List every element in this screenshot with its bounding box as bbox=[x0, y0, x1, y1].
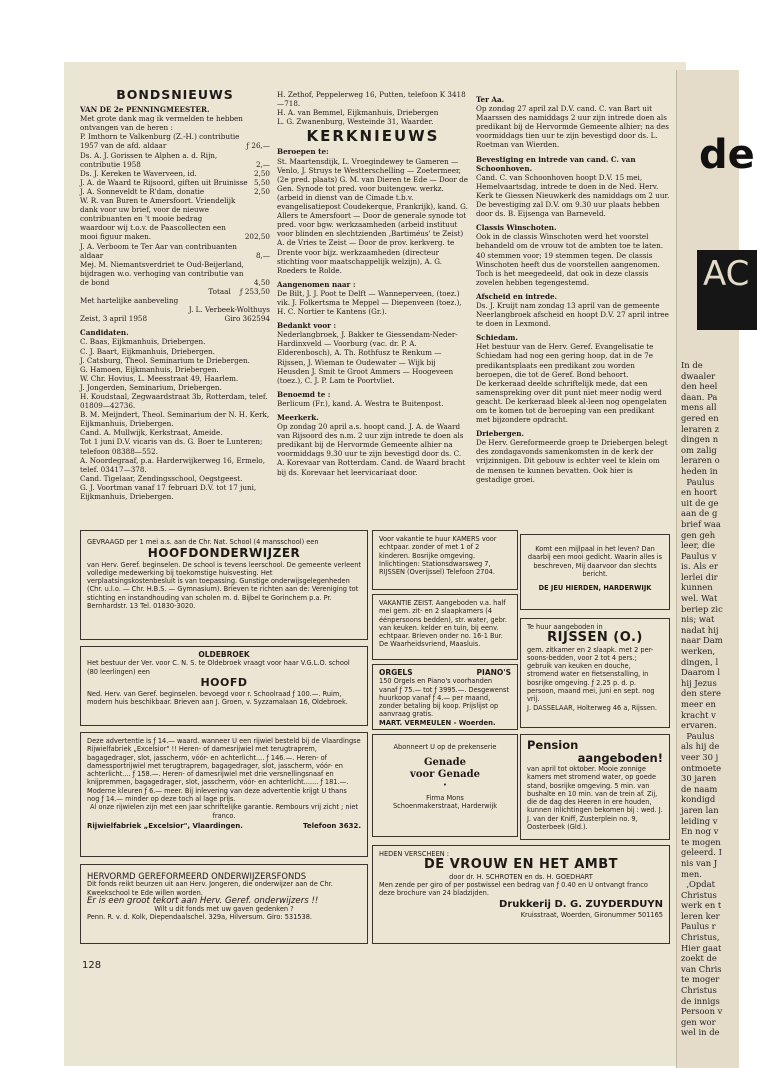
kerknieuws-section-text: Nederlangbroek, J. Bakker te Giessendam-Neder-Hardinxveld — Voorburg (vac. dr. P. A. Elderenbosch), A. Th. Rothfusz te Renkum — Rijssen, J. Wieman te Oudewater — Wijk bij Heusden J. Smit te Groot Ammers — Hoogeveen (toez.), C. J. P. Lam te Poortvliet. bbox=[277, 330, 458, 385]
kerknieuws-top-text: H. Zethof, Peppelerweg 16, Putten, telefoon K 3418—718. H. A. van Bemmel, Eijkmanhuis, Driebergen L. G. Zwanenburg, Westeinde 31, Waarder. bbox=[277, 90, 466, 127]
ad-hoofdonderwijzer-title: HOOFDONDERWIJZER bbox=[147, 546, 301, 561]
kerknieuws-section-heading: Benoemd te : bbox=[277, 389, 331, 399]
ad-rijwiel-phone: Telefoon 3632. bbox=[303, 821, 361, 830]
ad-rijwiel-footer bbox=[87, 822, 361, 830]
facing-page bbox=[676, 70, 755, 1068]
gift-text: W. R. van Buren te Amersfoort. Vriendelijk dank voor uw brief, voor de nieuwe contribuanten en 't mooie bedrag waardoor wij t.o.v. de Paascollecten een mooi figuur maken. bbox=[80, 196, 236, 242]
gift-amount: 8,— bbox=[255, 250, 270, 260]
gift-text: Mej. M. Niemantsverdriet te Oud-Beijerland, bijdragen w.o. verhoging van contributie van de bond bbox=[80, 259, 244, 287]
ad-rijssen bbox=[520, 618, 670, 728]
gift-text: P. Imthorn te Valkenburg (Z.-H.) contributie 1957 van de afd. aldaar bbox=[80, 132, 240, 151]
ad-genade-firm: Firma Mons bbox=[426, 793, 464, 802]
ad-pension bbox=[520, 734, 670, 840]
news-section-heading: Bevestiging en intrede van cand. C. van Schoonhoven. bbox=[476, 154, 636, 173]
ad-vakantie-zeist bbox=[372, 594, 518, 660]
ad-kamers bbox=[372, 530, 518, 590]
ad-rijssen-contact: J. DASSELAAR, Holterweg 46 a, Rijssen. bbox=[527, 703, 658, 712]
ad-oldebroek bbox=[80, 646, 368, 726]
ad-mijlpaal-sender: DE JEU HIERDEN, HARDERWIJK bbox=[538, 584, 652, 593]
column3-sections bbox=[476, 95, 670, 484]
ad-vrouw-authors: door dr. H. SCHROTEN en ds. H. GOEDHART bbox=[449, 872, 593, 881]
ad-fonds-address: Penn. R. v. d. Kolk, Diependaalschel. 329a, Hilversum. Giro: 531538. bbox=[87, 913, 312, 922]
ad-hoofdonderwijzer bbox=[80, 530, 368, 640]
kerknieuws-section-text: Berlicum (Fr.), kand. A. Westra te Buitenpost. bbox=[277, 398, 444, 408]
gift-amount: ƒ 26,— bbox=[246, 141, 270, 151]
ad-pension-title2: aangeboden! bbox=[577, 751, 663, 765]
ad-mijlpaal-body: Komt een mijlpaal in het leven? Dan daarbij een mooi gedicht. Waarin alles is beschreven, Mij daarvoor dan slechts bericht. bbox=[527, 545, 663, 578]
news-section-text: Het bestuur van de Herv. Geref. Evangelisatie te Schiedam had nog een gering hoop, dat in de 7e predikantsplaats een predikant zou worden beroepen, die tot de Geref. Bond behoort. De kerkeraad deelde schriftelijk mede, dat een samenspreking over dit punt niet meer nodig werd geacht. De kerkeraad bleek al-leen nog opengelaten om te komen tot de beroeping van een predikant met bijzondere opdracht. bbox=[476, 342, 667, 425]
news-section-heading: Driebergen. bbox=[476, 429, 525, 439]
facing-block: AC bbox=[697, 250, 757, 330]
total-amount: ƒ 253,50 bbox=[239, 286, 270, 296]
ad-rijssen-body: gem. zitkamer en 2 slaapk. met 2 per-soons-bedden, voor 2 tot 4 pers.; gebruik van keuken en douche, stromend water en fietsenstalling, in bosrijke omgeving. ƒ 2.25 p. d. p. persoon, maand mei, juni en sept. nog vrij. bbox=[527, 645, 655, 704]
ad-oldebroek-intro: Het bestuur der Ver. voor C. N. S. te Oldebroek vraagt voor haar V.G.L.O. school (80 leerlingen) een bbox=[87, 659, 350, 676]
kerknieuws-section-text: De Bilt, J. J. Poot te Delft — Wanneperveen, (toez.) vik. J. Folkertsma te Meppel — Diepenveen (toez.), H. C. Nortier te Kantens (Gr.). bbox=[277, 288, 462, 317]
ad-fonds-body: Dit fonds reikt beurzen uit aan Herv. Jongeren, die onderwijzer aan de Chr. Kweekschool te Ede willen worden. bbox=[87, 880, 333, 897]
giro-number: Giro 362594 bbox=[224, 314, 270, 324]
bondsnieuws-column bbox=[80, 87, 270, 502]
ad-pension-title1: Pension bbox=[527, 738, 579, 752]
ad-fonds-title: HERVORMD GEREFORMEERD ONDERWIJZERSFONDS bbox=[87, 871, 307, 881]
gift-text: Ds. J. Kereken te Waverveen, id. bbox=[80, 168, 197, 178]
ad-vrouw-lead: HEDEN VERSCHEEN : bbox=[379, 850, 449, 858]
ad-pension-body: van april tot oktober. Mooie zonnige kamers met stromend water, op goede stand, bosrijke omgeving. 5 min. van bushalte en 10 min. van de trein af. Zij, die de dag des Heeren in ere houden, kunnen inlichtingen bekomen bij : wed. J. J. van der Kniff, Zusterplein no. 9, Oosterbeek (Gld.). bbox=[527, 765, 663, 832]
ad-genade-title1: Genade bbox=[423, 757, 466, 769]
ad-oldebroek-title: HOOFD bbox=[200, 675, 248, 689]
ad-genade-address: Schoenmakerstraat, Harderwijk bbox=[392, 801, 498, 810]
gift-row bbox=[80, 169, 270, 178]
news-section-text: Op zondag 27 april zal D.V. cand. C. van Bart uit Maarssen des namiddags 2 uur zijn intrede doen als predikant bij de Hervormde Gemeente alhier; na des voormiddags tien uur te zijn bevestigd door ds. L. Roetman van Wierden. bbox=[476, 104, 669, 150]
ad-rijwiel-guarantee: Al onze rijwielen zijn met een jaar schriftelijke garantie. Rembours vrij zicht ; niet franco. bbox=[90, 803, 358, 820]
news-section-heading: Afscheid en intrede. bbox=[476, 291, 558, 301]
bondsnieuws-title: BONDSNIEUWS bbox=[116, 87, 234, 102]
penningmeester-intro: Met grote dank mag ik vermelden te hebben ontvangen van de heren : bbox=[80, 114, 243, 133]
news-section-text: Cand. C. van Schoonhoven hoopt D.V. 15 mei, Hemelvaartsdag, intrede te doen in de Ned. Herv. Kerk te Giessen Nieuwkerk des namiddags om 2 uur. De bevestiging zal D.V. om 9.30 uur plaats hebben door ds. B. Eijsenga van Barneveld. bbox=[476, 172, 670, 219]
gift-row bbox=[80, 260, 270, 287]
kerknieuws-section-heading: Bedankt voor : bbox=[277, 321, 337, 331]
kerknieuws-title: KERKNIEUWS bbox=[306, 127, 440, 146]
facing-text: In de dwaaler den heel daan. Pa mens all gered en leraren z dingen n om zalig leraren o heden in Paulus en hoort uit de ge aan de g brief waa gen geh leer, die Paulus v is. Als er lerlei dir kunnen wel. Wat beriep zic nis; wat nadat hij naar Dam werken, dingen, l Daarom l hij Jezus den stere meer en kracht v ervaren. Paulus als hij de veer 30 j ontmoete 30 jaren de naam kondigd jaren lan leiding v En nog v te mogen geleerd. I nis van J men. ‚Opdat Christus werk en t leren ker Paulus r Christus, Hier gaat zoekt de van Chris te moger Christus de innigs Persoon v gen wor wel in de bbox=[681, 360, 723, 1038]
ad-rijssen-lead: Te huur aangeboden in bbox=[527, 623, 603, 631]
ad-vrouw-printer: Drukkerij D. G. ZUYDERDUYN bbox=[499, 899, 663, 911]
ad-orgels-right: PIANO'S bbox=[476, 668, 511, 677]
news-section-text: De Herv. Gereformeerde groep te Driebergen belegt des zondagavonds samenkomsten in de kerk der vrijzinnigen. Dit gebouw is echter veel te klein om de mensen te kunnen bevatten. Ook hier is gestadige groei. bbox=[476, 438, 668, 484]
news-section-heading: Ter Aa. bbox=[476, 95, 505, 104]
gift-row bbox=[80, 242, 270, 260]
gift-text: J. A. Sonneveldt te R'dam, donatie bbox=[80, 186, 205, 196]
ad-genade-intro: Abonneert U op de prekenserie bbox=[393, 743, 497, 751]
gift-amount: 2,— bbox=[255, 159, 270, 169]
ad-orgels-left: ORGELS bbox=[379, 668, 413, 677]
penningmeester-heading: VAN DE 2e PENNINGMEESTER. bbox=[80, 105, 210, 115]
signature: J. L. Verbeek-Wolthuys bbox=[188, 305, 270, 315]
gift-text: J. A. Verboom te Ter Aar van contribuanten aldaar bbox=[80, 241, 237, 260]
ad-genade-bullet: • bbox=[443, 781, 447, 790]
ad-orgels-body: 150 Orgels en Piano's voorhanden vanaf ƒ 75.— tot ƒ 3995.—. Desgewenst huurkoop vanaf ƒ 4.— per maand, zonder betaling bij koop. Prijslijst op aanvraag gratis. bbox=[379, 677, 510, 719]
ad-vrouw-body: Men zende per giro of per postwissel een bedrag van ƒ 0.40 en U ontvangt franco deze brochure van 24 bladzijden. bbox=[379, 880, 648, 898]
facing-heading: de bbox=[699, 132, 755, 178]
ad-fonds-slogan: Er is een groot tekort aan Herv. Geref. onderwijzers !! bbox=[87, 895, 319, 906]
ad-orgels-company: MART. VERMEULEN - Woerden. bbox=[379, 718, 496, 727]
ad-oldebroek-place: OLDEBROEK bbox=[198, 650, 250, 659]
kerknieuws-section-text: Op zondag 20 april a.s. hoopt cand. J. A. de Waard van Rijsoord des n.m. 2 uur zijn intrede te doen als predikant bij de Hervormde Gemeente alhier na voormiddags 9.30 uur te zijn bevestigd door ds. C. A. Korevaar van Rotterdam. Cand. de Waard bracht bij ds. Korevaar het leervicariaat door. bbox=[277, 422, 466, 477]
kerknieuws-section-heading: Beroepen te: bbox=[277, 147, 329, 157]
gift-list bbox=[80, 132, 270, 287]
gift-row bbox=[80, 132, 270, 150]
ad-rijssen-title: RIJSSEN (O.) bbox=[547, 630, 643, 646]
ad-orgels bbox=[372, 664, 518, 730]
ad-hoofdonderwijzer-body: van Herv. Geref. beginselen. De school is tevens leerschool. De gemeente verleent volledige medewerking bij toekomstige huisvesting. Het verplaatsingskostenbesluit is van toepassing. Gunstige onderwijsgelegenheden (Chr. u.l.o. — Chr. H.B.S. — Gymnasium). Brieven te richten aan de: Vereniging tot stichting en instandhouding van scholen m. d. Bijbel te Gorinchem p.a. Pr. Bernhardstr. 13 Tel. 01830-3020. bbox=[87, 560, 361, 611]
news-section-heading: Classis Winschoten. bbox=[476, 223, 557, 233]
page-number: 128 bbox=[82, 960, 102, 971]
news-column-3 bbox=[476, 90, 670, 484]
gift-row bbox=[80, 151, 270, 169]
candidates-heading: Candidaten. bbox=[80, 328, 129, 338]
place-giro-row bbox=[80, 314, 270, 323]
gift-row bbox=[80, 178, 270, 187]
gift-row bbox=[80, 187, 270, 196]
gift-text: J. A. de Waard te Rijsoord, giften uit Bruinisse bbox=[80, 177, 248, 187]
ad-rijwiel-company: Rijwielfabriek „Excelsior", Vlaardingen. bbox=[87, 821, 243, 830]
ad-genade-title2: voor Genade bbox=[410, 769, 480, 781]
gift-amount: 202,50 bbox=[244, 232, 270, 242]
kerknieuws-section-heading: Aangenomen naar : bbox=[277, 279, 356, 289]
candidates-list: C. Baas, Eijkmanhuis, Driebergen. C. J. Baart, Eijkmanhuis, Driebergen. J. Catsburg, Theol. Seminarium te Driebergen. G. Hamoen, Eijkmanhuis, Driebergen. W. Chr. Hovius, L. Meesstraat 49, Haarlem. J. Jongerden, Seminarium, Driebergen. H. Koudstaal, Zegwaardstraat 3b, Rotterdam, telef. 01809—42736. B. M. Meijndert, Theol. Seminarium der N. H. Kerk, Eijkmanhuis, Driebergen. Cand. A. Mullwijk, Kerkstraat, Ameide. Tot 1 juni D.V. vicaris van ds. G. Boer te Lunteren; telefoon 08388—552. A. Noordegraaf, p.a. Harderwijkerweg 16, Ermelo, telef. 03417—378. Cand. Tigelaar, Zendingsschool, Oegstgeest. G. J. Voortman vanaf 17 februari D.V. tot 17 juni, Eijkmanhuis, Driebergen. bbox=[80, 337, 270, 502]
kerknieuws-section-heading: Meerkerk. bbox=[277, 413, 319, 422]
ad-hoofdonderwijzer-lead: GEVRAAGD per 1 mei a.s. aan de Chr. Nat. School (4 mansschool) een bbox=[87, 538, 319, 546]
gift-amount: 4,50 bbox=[253, 277, 270, 287]
ad-vrouw-title: DE VROUW EN HET AMBT bbox=[424, 857, 618, 873]
ad-oldebroek-body: Ned. Herv. van Geref. beginselen. bevoegd voor r. Schoolraad ƒ 100.—. Ruim, modern huis beschikbaar. Brieven aan J. Groen, v. Syzzamalaan 16, Oldebroek. bbox=[87, 690, 348, 707]
news-section-heading: Schiedam. bbox=[476, 333, 518, 343]
place-date: Zeist, 3 april 1958 bbox=[80, 314, 148, 324]
ad-fonds-wilt: Wilt u dit fonds met uw gaven gedenken ? bbox=[154, 905, 294, 914]
ad-rijwiel-body: Deze advertentie is ƒ 14.— waard. wanneer U een rijwiel besteld bij de Vlaardingse Rijwielfabriek „Excelsior" !! Heren- of damesrijwiel met terugtraprem, bagagedrager, slot, jasscherm, vóór- en achterlicht.... ƒ 146.—. Heren- of damessportrijwiel met terugtraprem, bagagedrager, slot, jasscherm, vóór- en achterlicht.... ƒ 158.—. Heren- of damesrijwiel met drie versnellingsnaaf en knijpremmen, bagagedrager, slot, jasscherm, vóór- en achterlicht....... ƒ 181.—. Moderne kleuren ƒ 6.— meer. Bij inlevering van deze advertentie krijgt U thans nog ƒ 14.— minder op deze toch al lage prijs. bbox=[87, 737, 361, 804]
ad-zeist-body: VAKANTIE ZEIST. Aangeboden v.a. half mei gem. zit- en 2 slaapkamers (4 éénpersoons bedden), str. water, gebr. van keuken. kelder en tuin, bij eenv. echtpaar. Brieven onder no. 16-1 Bur. De Waarheidsvriend, Maasluis. bbox=[379, 599, 507, 649]
kerknieuws-section-text: St. Maartensdijk, L. Vroegindewey te Gameren — Venlo, J. Struys te Westterschelling — Zoetermeer, (2e pred. plaats) G. M. van Dieren te Ede — Door de Gen. Synode tot pred. voor buitengew. werkz. (arbeid in dienst van de Cimade t.b.v. evangelisatiepost Coudekerque, Frankrijk), kand. G. Allers te Amersfoort — Door de generale synode tot pred. voor bgw. werkzaamheden (arbeid instituut voor blinden en slechtzienden ‚Bartiméus' te Zeist) A. de Vries te Zeist — Door de prov. kerkverg. te Drente voor bijz. werkzaamheden (directeur stichting voor maatschappelijk welzijn), A. G. Roeders te Rolde. bbox=[277, 156, 468, 275]
kerknieuws-column bbox=[277, 90, 469, 477]
ad-kamers-body: Voor vakantie te huur KAMERS voor echtpaar. zonder of met 1 of 2 kinderen. Bosrijke omgeving. Inlichtingen: Stationsdwarsweg 7, RIJSSEN (Overijssel) Telefoon 2704. bbox=[379, 535, 497, 577]
kerknieuws-sections bbox=[277, 147, 469, 476]
ad-rijwielfabriek bbox=[80, 732, 368, 857]
thanks-line: Met hartelijke aanbeveling bbox=[80, 296, 179, 306]
ad-orgels-heading bbox=[379, 669, 511, 677]
ad-genade-voor-genade bbox=[372, 734, 518, 837]
ad-vrouw-address: Kruisstraat, Woerden, Gironummer 501165 bbox=[520, 911, 663, 920]
gift-text: Ds. A. J. Gorissen te Alphen a. d. Rijn, contributie 1958 bbox=[80, 150, 218, 169]
gift-row bbox=[80, 196, 270, 241]
gift-amount: 2,50 bbox=[253, 186, 270, 196]
ad-mijlpaal bbox=[520, 534, 670, 610]
gift-amount: 5,50 bbox=[253, 177, 270, 187]
news-section-text: Ook in de classis Winschoten werd het voorstel behandeld om de vrouw tot de ambten toe te laten. 40 stemmen voor; 19 stemmen tegen. De classis Winschoten heeft dus de voorstellen aangenomen. Toch is het meegedeeld, dat ook in deze classis zovelen hebben tegengestemd. bbox=[476, 232, 663, 287]
total-label: Totaal bbox=[208, 286, 231, 296]
news-section-text: Ds. J. Kruijt nam zondag 13 april van de gemeente Neerlangbroek afscheid en hoopt D.V. 27 april intree te doen in Lexmond. bbox=[476, 300, 669, 329]
ad-onderwijzersfonds bbox=[80, 864, 368, 944]
gift-amount: 2,50 bbox=[253, 168, 270, 178]
total-row bbox=[80, 287, 270, 296]
ad-vrouw-en-ambt bbox=[372, 845, 670, 944]
